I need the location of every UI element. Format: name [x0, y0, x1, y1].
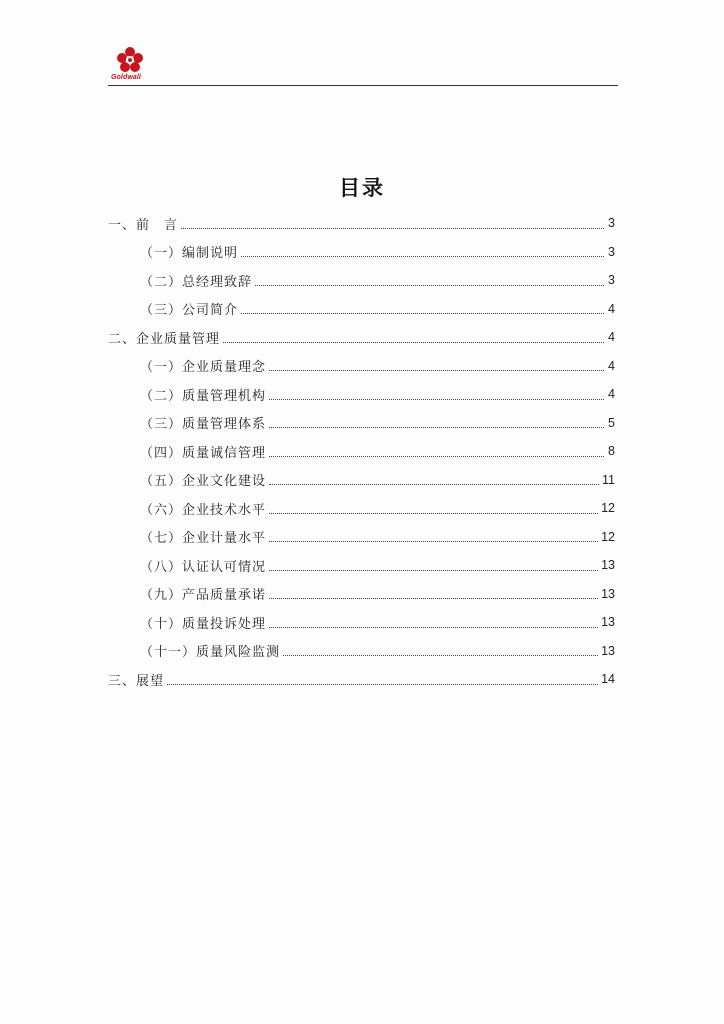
toc-entry[interactable]: [108, 551, 615, 580]
toc-entry[interactable]: [108, 209, 615, 238]
page-header: [108, 46, 618, 86]
toc-entry-page-number: 14: [601, 672, 615, 687]
toc-entry-label: （七）企业计量水平: [140, 531, 267, 547]
toc-entry[interactable]: [108, 665, 615, 694]
toc-dot-leader: [241, 313, 604, 314]
toc-entry-page-number: 3: [608, 273, 615, 288]
toc-entry[interactable]: [108, 323, 615, 352]
toc-entry-page-number: 4: [608, 330, 615, 345]
toc-entry[interactable]: [108, 466, 615, 495]
toc-dot-leader: [269, 513, 598, 514]
toc-entry[interactable]: [108, 380, 615, 409]
toc-entry-label: （三）公司简介: [140, 303, 239, 319]
toc-entry-page-number: 4: [608, 301, 615, 316]
toc-entry-label: （十）质量投诉处理: [140, 616, 267, 632]
toc-entry[interactable]: [108, 409, 615, 438]
toc-entry-label: 三、展望: [108, 673, 165, 689]
toc-entry[interactable]: [108, 580, 615, 609]
page-title: 目录: [339, 176, 385, 200]
toc-entry-label: （五）企业文化建设: [140, 474, 267, 490]
toc-dot-leader: [255, 285, 604, 286]
toc-entry[interactable]: [108, 523, 615, 552]
company-logo: [108, 46, 152, 84]
toc-entry[interactable]: [108, 637, 615, 666]
toc-entry-label: （六）企业技术水平: [140, 502, 267, 518]
toc-dot-leader: [167, 684, 598, 685]
toc-entry-label: （一）企业质量理念: [140, 360, 267, 376]
flower-emblem-icon: [116, 46, 144, 74]
toc-dot-leader: [241, 256, 604, 257]
toc-entry-label: （三）质量管理体系: [140, 417, 267, 433]
toc-dot-leader: [181, 228, 604, 229]
toc-entry-page-number: 12: [601, 501, 615, 516]
toc-entry[interactable]: [108, 437, 615, 466]
toc-dot-leader: [269, 627, 598, 628]
toc-entry-page-number: 4: [608, 387, 615, 402]
toc-entry-label: （九）产品质量承诺: [140, 588, 267, 604]
toc-entry[interactable]: [108, 494, 615, 523]
toc-entry-page-number: 5: [608, 415, 615, 430]
toc-dot-leader: [269, 484, 599, 485]
toc-entry-label: （四）质量诚信管理: [140, 445, 267, 461]
toc-entry[interactable]: [108, 352, 615, 381]
toc-entry-label: （十一）质量风险监测: [140, 645, 281, 661]
toc-entry-page-number: 13: [601, 586, 615, 601]
table-of-contents: [108, 209, 615, 694]
toc-entry-label: 二、企业质量管理: [108, 331, 221, 347]
toc-dot-leader: [269, 370, 604, 371]
toc-entry-page-number: 4: [608, 358, 615, 373]
toc-dot-leader: [269, 541, 598, 542]
toc-dot-leader: [223, 342, 604, 343]
toc-entry-page-number: 3: [608, 216, 615, 231]
header-divider: [108, 85, 618, 86]
toc-entry-label: 一、前 言: [108, 217, 179, 233]
toc-dot-leader: [269, 456, 604, 457]
toc-entry-page-number: 13: [601, 615, 615, 630]
toc-entry-label: （二）总经理致辞: [140, 274, 253, 290]
toc-entry-page-number: 13: [601, 558, 615, 573]
toc-entry-page-number: 12: [601, 529, 615, 544]
toc-dot-leader: [269, 570, 598, 571]
toc-entry-label: （二）质量管理机构: [140, 388, 267, 404]
toc-dot-leader: [269, 399, 604, 400]
toc-entry[interactable]: [108, 266, 615, 295]
toc-entry[interactable]: [108, 295, 615, 324]
toc-dot-leader: [269, 427, 604, 428]
logo-wordmark: Goldwall: [111, 74, 141, 81]
toc-entry-label: （八）认证认可情况: [140, 559, 267, 575]
toc-dot-leader: [269, 598, 598, 599]
toc-entry[interactable]: [108, 608, 615, 637]
toc-entry-page-number: 13: [601, 643, 615, 658]
toc-dot-leader: [283, 655, 598, 656]
toc-entry-page-number: 11: [602, 472, 615, 487]
toc-entry-page-number: 3: [608, 244, 615, 259]
toc-entry-label: （一）编制说明: [140, 246, 239, 262]
toc-entry[interactable]: [108, 238, 615, 267]
toc-entry-page-number: 8: [608, 444, 615, 459]
